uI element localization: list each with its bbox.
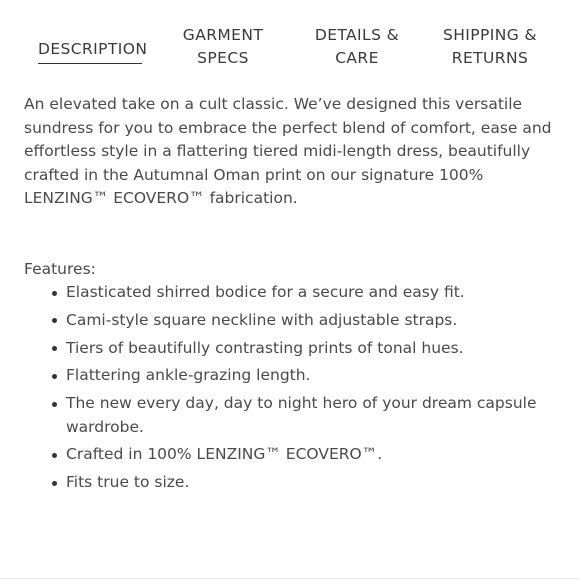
tab-shipping-returns-label-line-1: SHIPPING & [443,26,537,44]
features-list [24,281,576,499]
product-info-tabs [0,24,579,74]
product-description: An elevated take on a cult classic. We’ve designed this versatile sundress for you to embrace the perfect blend of comfort, ease and effortless style in a flattering tiered midi-length dress, beautifully crafted in the Autumnal Oman print on our signature 100% LENZING™ ECOVERO™ fabrication. [24,95,552,207]
feature-item: Fits true to size. [66,471,576,495]
feature-item: Flattering ankle-grazing length. [66,364,576,388]
section-divider [0,578,579,579]
tab-shipping-returns-label-line-2: RETURNS [451,49,529,67]
tab-details-care-label-line-2: CARE [335,49,379,67]
features-heading: Features: [24,260,96,278]
tab-details-care-label-line-1: DETAILS & [314,26,400,44]
feature-item: The new every day, day to night hero of your dream capsule wardrobe. [66,392,576,439]
tab-garment-specs-label-line-1: GARMENT [182,26,264,44]
tab-description-label: DESCRIPTION [38,40,148,58]
feature-item: Cami-style square neckline with adjustable straps. [66,309,576,333]
tab-description[interactable] [38,38,148,64]
tab-details-care[interactable] [312,24,402,70]
feature-item: Crafted in 100% LENZING™ ECOVERO™. [66,443,576,467]
tab-shipping-returns[interactable] [440,24,540,70]
feature-item: Tiers of beautifully contrasting prints of tonal hues. [66,337,576,361]
tab-garment-specs[interactable] [178,24,268,70]
tab-garment-specs-label-line-2: SPECS [197,49,249,67]
feature-item: Elasticated shirred bodice for a secure and easy fit. [66,281,576,305]
